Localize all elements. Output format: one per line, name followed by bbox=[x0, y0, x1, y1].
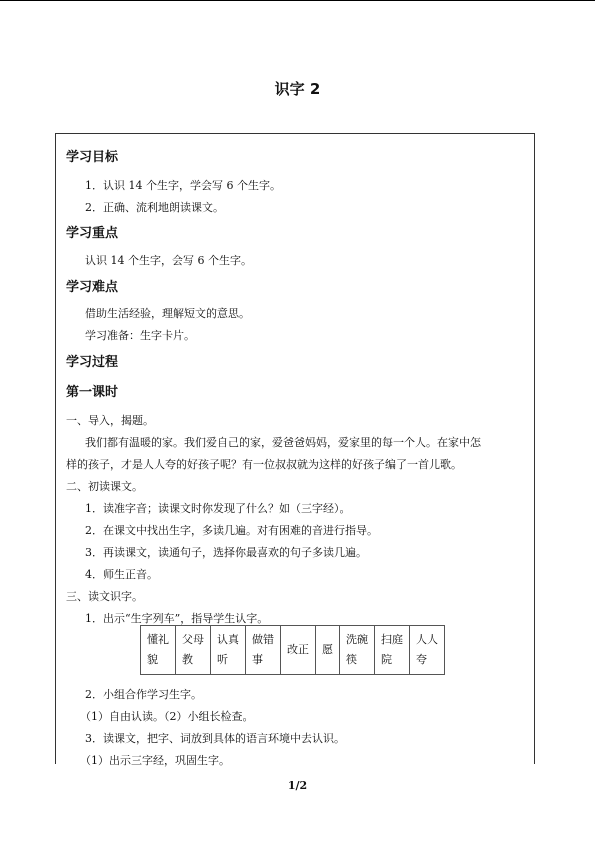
process-heading: 学习过程 bbox=[66, 355, 119, 370]
card-cell: 洗碗 筷 bbox=[340, 626, 375, 675]
step1-title: 一、导入，揭题。 bbox=[66, 414, 154, 427]
goals-heading: 学习目标 bbox=[66, 150, 119, 165]
card-cell: 父母 教 bbox=[176, 626, 211, 675]
card-cell: 做错 事 bbox=[246, 626, 281, 675]
step3-item2: 2．小组合作学习生字。 bbox=[85, 688, 202, 701]
goal-item: 2．正确、流利地朗读课文。 bbox=[85, 201, 224, 214]
card-cell: 扫庭 院 bbox=[375, 626, 410, 675]
step2-item: 3．再读课文，读通句子，选择你最喜欢的句子多读几遍。 bbox=[85, 546, 367, 559]
difficulty-heading: 学习难点 bbox=[66, 280, 119, 295]
step3-item2-sub: （1）自由认读。（2）小组长检查。 bbox=[80, 710, 254, 723]
card-cell: 改正 bbox=[281, 626, 316, 675]
step1-paragraph-line2: 样的孩子，才是人人夸的好孩子呢？有一位叔叔就为这样的好孩子编了一首儿歌。 bbox=[66, 458, 462, 471]
key-heading: 学习重点 bbox=[66, 226, 119, 241]
step2-item: 1．读准字音；读课文时你发现了什么？如（三字经）。 bbox=[85, 502, 351, 515]
step3-item3: 3．读课文，把字、词放到具体的语言环境中去认识。 bbox=[85, 732, 345, 745]
step3-title: 三、读文识字。 bbox=[66, 590, 143, 603]
card-cell: 人人 夸 bbox=[410, 626, 445, 675]
prep-text: 学习准备：生字卡片。 bbox=[85, 329, 195, 342]
difficulty-text: 借助生活经验，理解短文的意思。 bbox=[85, 307, 250, 320]
page-title: 识字 2 bbox=[274, 80, 321, 98]
step3-item1: 1．出示“生字列车”，指导学生认字。 bbox=[85, 612, 269, 625]
step1-paragraph-line1: 我们都有温暖的家。我们爱自己的家，爱爸爸妈妈，爱家里的每一个人。在家中怎 bbox=[85, 436, 481, 449]
lesson-heading: 第一课时 bbox=[66, 385, 119, 400]
page-number: 1/2 bbox=[287, 779, 308, 792]
step2-item: 4．师生正音。 bbox=[85, 568, 158, 581]
top-rule bbox=[0, 0, 595, 1]
step3-item3-sub: （1）出示三字经，巩固生字。 bbox=[80, 754, 230, 767]
step2-item: 2．在课文中找出生字，多读几遍。对有困难的音进行指导。 bbox=[85, 524, 378, 537]
character-cards-table bbox=[140, 625, 445, 675]
card-cell: 愿 bbox=[316, 626, 340, 675]
key-text: 认识 14 个生字，会写 6 个生字。 bbox=[85, 254, 252, 267]
goal-item: 1．认识 14 个生字，学会写 6 个生字。 bbox=[85, 179, 281, 192]
card-cell: 认真 听 bbox=[211, 626, 246, 675]
step2-title: 二、初读课文。 bbox=[66, 480, 143, 493]
card-cell: 懂礼 貌 bbox=[141, 626, 176, 675]
